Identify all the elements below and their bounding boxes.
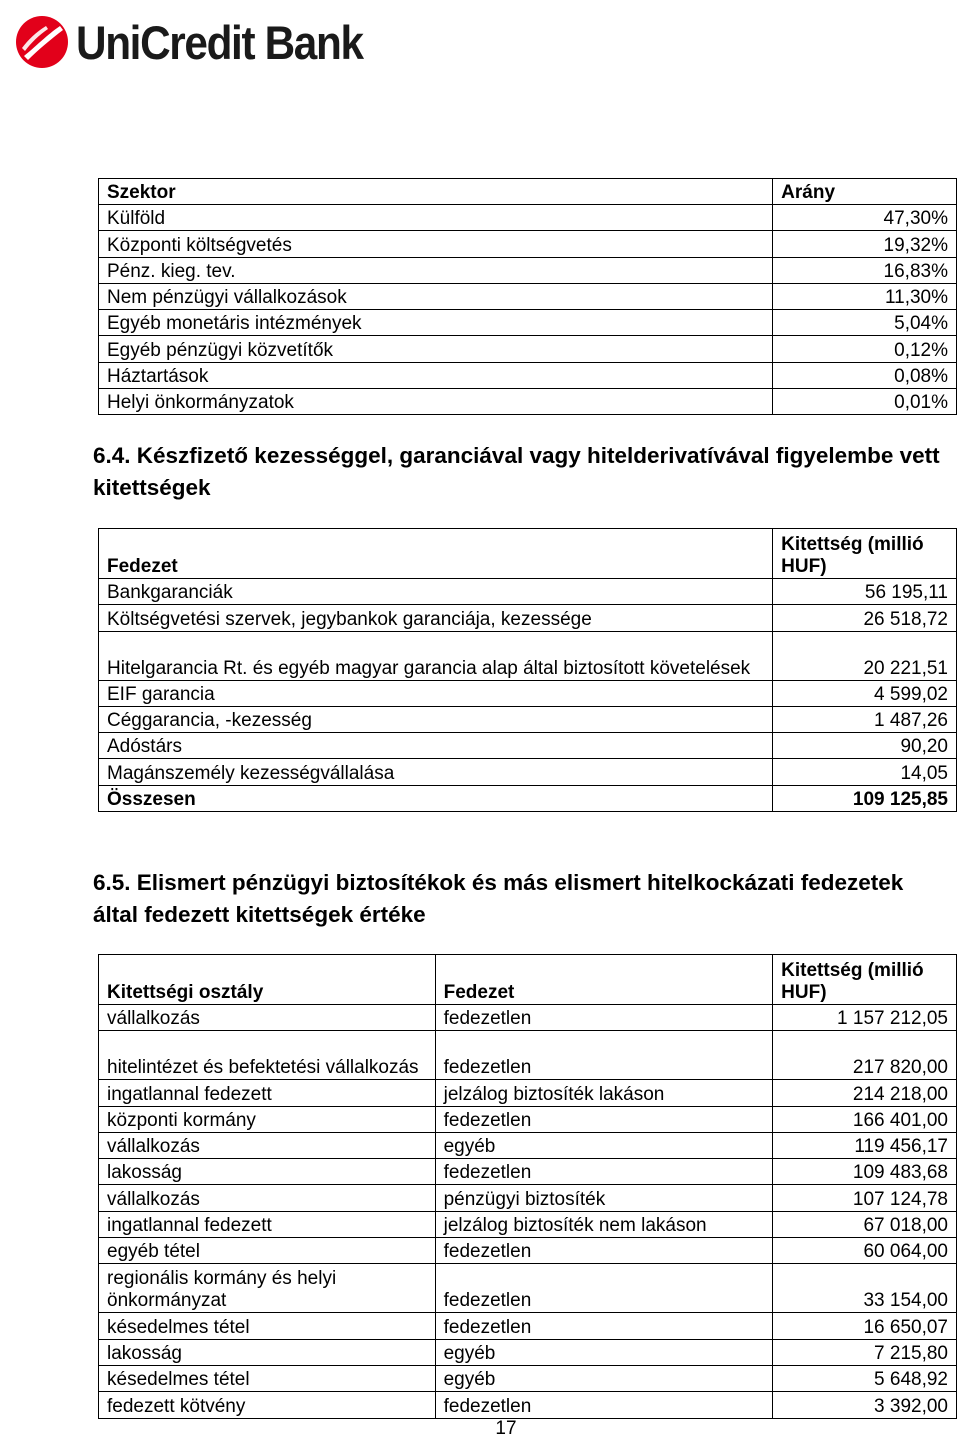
table-row bbox=[99, 283, 957, 309]
table-row bbox=[99, 1080, 957, 1106]
collateral-type: fedezetlen bbox=[435, 1106, 773, 1132]
header-kitettseg: Kitettség (millió HUF) bbox=[773, 955, 957, 1005]
exposure-value: 214 218,00 bbox=[773, 1080, 957, 1106]
exposure-value: 16 650,07 bbox=[773, 1313, 957, 1339]
exposure-class: ingatlannal fedezett bbox=[99, 1211, 436, 1237]
header-szektor: Szektor bbox=[99, 179, 773, 205]
sector-share: 0,08% bbox=[773, 362, 957, 388]
table-row bbox=[99, 231, 957, 257]
guarantee-type: EIF garancia bbox=[99, 680, 773, 706]
exposure-class: központi kormány bbox=[99, 1106, 436, 1132]
table-row bbox=[99, 389, 957, 415]
exposure-value: 7 215,80 bbox=[773, 1339, 957, 1365]
exposure-value: 3 392,00 bbox=[773, 1392, 957, 1418]
table-row bbox=[99, 759, 957, 785]
table-header-row bbox=[99, 529, 957, 579]
sector-name: Pénz. kieg. tev. bbox=[99, 257, 773, 283]
table-row bbox=[99, 1159, 957, 1185]
table-row bbox=[99, 362, 957, 388]
table-row bbox=[99, 1031, 957, 1080]
table-row bbox=[99, 257, 957, 283]
sector-share: 0,01% bbox=[773, 389, 957, 415]
exposure-value: 109 483,68 bbox=[773, 1159, 957, 1185]
collateral-table bbox=[98, 954, 957, 1419]
exposure-value: 107 124,78 bbox=[773, 1185, 957, 1211]
collateral-type: jelzálog biztosíték lakáson bbox=[435, 1080, 773, 1106]
exposure-class: vállalkozás bbox=[99, 1132, 436, 1158]
exposure-class: késedelmes tétel bbox=[99, 1365, 436, 1391]
table-row bbox=[99, 1005, 957, 1031]
sector-name: Helyi önkormányzatok bbox=[99, 389, 773, 415]
table-row bbox=[99, 1264, 957, 1313]
exposure-value: 119 456,17 bbox=[773, 1132, 957, 1158]
table-row bbox=[99, 706, 957, 732]
table-row bbox=[99, 1392, 957, 1418]
exposure-value: 60 064,00 bbox=[773, 1238, 957, 1264]
collateral-type: egyéb bbox=[435, 1339, 773, 1365]
guarantee-exposure: 56 195,11 bbox=[773, 579, 957, 605]
guarantee-type: Adóstárs bbox=[99, 733, 773, 759]
exposure-value: 166 401,00 bbox=[773, 1106, 957, 1132]
collateral-type: fedezetlen bbox=[435, 1005, 773, 1031]
table-row bbox=[99, 631, 957, 680]
collateral-type: fedezetlen bbox=[435, 1031, 773, 1080]
table-row bbox=[99, 733, 957, 759]
sector-share: 19,32% bbox=[773, 231, 957, 257]
exposure-class: vállalkozás bbox=[99, 1185, 436, 1211]
guarantee-type: Bankgaranciák bbox=[99, 579, 773, 605]
section-6-5-heading: 6.5. Elismert pénzügyi biztosítékok és más elismert hitelkockázati fedezetek által fedezett kitettségek értéke bbox=[93, 870, 904, 927]
guarantee-exposure: 26 518,72 bbox=[773, 605, 957, 631]
collateral-type: fedezetlen bbox=[435, 1313, 773, 1339]
logo-text: UniCredit Bank bbox=[76, 15, 363, 69]
guarantee-exposure: 14,05 bbox=[773, 759, 957, 785]
collateral-type: fedezetlen bbox=[435, 1392, 773, 1418]
header-fedezet: Fedezet bbox=[435, 955, 773, 1005]
guarantee-exposure: 1 487,26 bbox=[773, 706, 957, 732]
table-row bbox=[99, 579, 957, 605]
exposure-class: egyéb tétel bbox=[99, 1238, 436, 1264]
table-row bbox=[99, 605, 957, 631]
exposure-value: 33 154,00 bbox=[773, 1264, 957, 1313]
sector-name: Háztartások bbox=[99, 362, 773, 388]
exposure-class: lakosság bbox=[99, 1339, 436, 1365]
total-row bbox=[99, 785, 957, 811]
exposure-class: lakosság bbox=[99, 1159, 436, 1185]
guarantee-table bbox=[98, 528, 957, 812]
table-row bbox=[99, 1365, 957, 1391]
guarantee-type: Hitelgarancia Rt. és egyéb magyar garancia alap által biztosított követelések bbox=[99, 631, 773, 680]
table-row bbox=[99, 1211, 957, 1237]
collateral-type: pénzügyi biztosíték bbox=[435, 1185, 773, 1211]
table-row bbox=[99, 1106, 957, 1132]
table-row bbox=[99, 1132, 957, 1158]
table-row bbox=[99, 336, 957, 362]
collateral-type: fedezetlen bbox=[435, 1159, 773, 1185]
exposure-class: vállalkozás bbox=[99, 1005, 436, 1031]
unicredit-logo-icon bbox=[14, 14, 70, 70]
exposure-class: regionális kormány és helyi önkormányzat bbox=[99, 1264, 436, 1313]
sector-name: Nem pénzügyi vállalkozások bbox=[99, 283, 773, 309]
header-kitettseg: Kitettség (millió HUF) bbox=[773, 529, 957, 579]
sector-share: 47,30% bbox=[773, 205, 957, 231]
exposure-class: fedezett kötvény bbox=[99, 1392, 436, 1418]
total-value: 109 125,85 bbox=[773, 785, 957, 811]
guarantee-type: Költségvetési szervek, jegybankok garanciája, kezessége bbox=[99, 605, 773, 631]
table-header-row bbox=[99, 955, 957, 1005]
table-row bbox=[99, 1185, 957, 1211]
collateral-type: egyéb bbox=[435, 1365, 773, 1391]
collateral-type: jelzálog biztosíték nem lakáson bbox=[435, 1211, 773, 1237]
sector-name: Központi költségvetés bbox=[99, 231, 773, 257]
table-row bbox=[99, 1238, 957, 1264]
header-fedezet: Fedezet bbox=[99, 529, 773, 579]
guarantee-type: Magánszemély kezességvállalása bbox=[99, 759, 773, 785]
sector-table bbox=[98, 178, 957, 415]
sector-share: 11,30% bbox=[773, 283, 957, 309]
exposure-value: 1 157 212,05 bbox=[773, 1005, 957, 1031]
page-number: 17 bbox=[495, 1418, 517, 1439]
sector-share: 16,83% bbox=[773, 257, 957, 283]
exposure-value: 217 820,00 bbox=[773, 1031, 957, 1080]
collateral-type: fedezetlen bbox=[435, 1264, 773, 1313]
exposure-class: ingatlannal fedezett bbox=[99, 1080, 436, 1106]
header-arany: Arány bbox=[773, 179, 957, 205]
sector-name: Egyéb pénzügyi közvetítők bbox=[99, 336, 773, 362]
collateral-type: fedezetlen bbox=[435, 1238, 773, 1264]
guarantee-exposure: 90,20 bbox=[773, 733, 957, 759]
exposure-value: 67 018,00 bbox=[773, 1211, 957, 1237]
section-6-4-heading: 6.4. Készfizető kezességgel, garanciával vagy hitelderivatívával figyelembe vett kitettségek bbox=[93, 443, 940, 500]
unicredit-logo bbox=[14, 12, 395, 72]
sector-name: Egyéb monetáris intézmények bbox=[99, 310, 773, 336]
guarantee-exposure: 4 599,02 bbox=[773, 680, 957, 706]
total-label: Összesen bbox=[99, 785, 773, 811]
guarantee-type: Céggarancia, -kezesség bbox=[99, 706, 773, 732]
table-row bbox=[99, 310, 957, 336]
table-row bbox=[99, 1339, 957, 1365]
guarantee-exposure: 20 221,51 bbox=[773, 631, 957, 680]
exposure-class: hitelintézet és befektetési vállalkozás bbox=[99, 1031, 436, 1080]
sector-share: 0,12% bbox=[773, 336, 957, 362]
exposure-class: késedelmes tétel bbox=[99, 1313, 436, 1339]
sector-share: 5,04% bbox=[773, 310, 957, 336]
sector-name: Külföld bbox=[99, 205, 773, 231]
table-row bbox=[99, 680, 957, 706]
table-row bbox=[99, 205, 957, 231]
collateral-type: egyéb bbox=[435, 1132, 773, 1158]
exposure-value: 5 648,92 bbox=[773, 1365, 957, 1391]
table-header-row bbox=[99, 179, 957, 205]
header-kitettsegi-osztaly: Kitettségi osztály bbox=[99, 955, 436, 1005]
table-row bbox=[99, 1313, 957, 1339]
